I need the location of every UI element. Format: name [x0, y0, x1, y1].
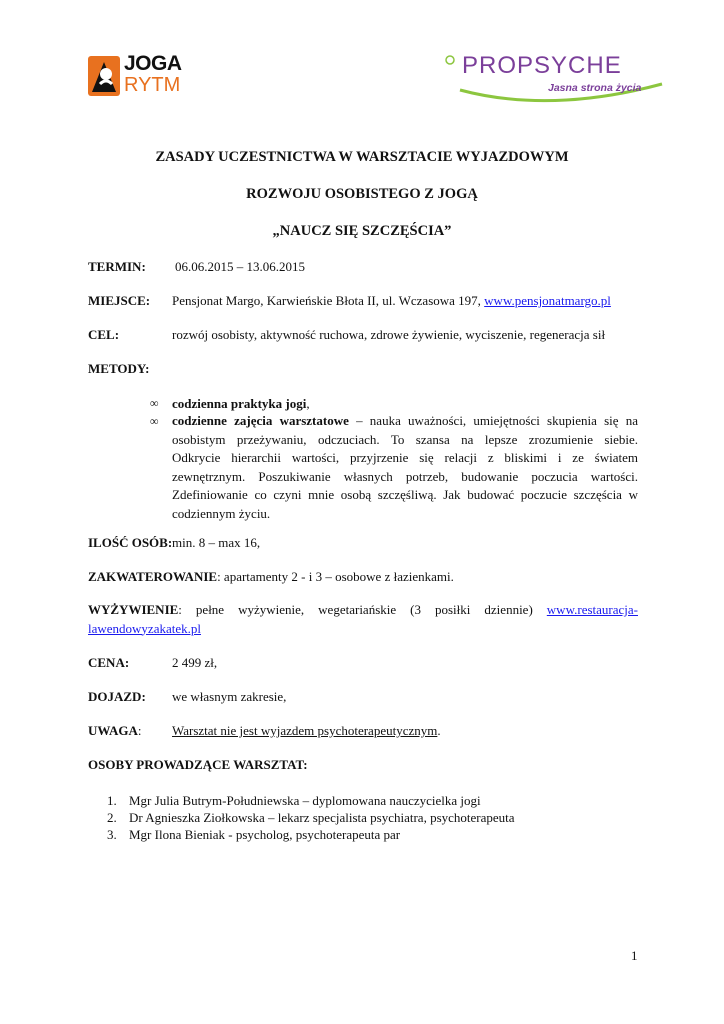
title-line1: ZASADY UCZESTNICTWA W WARSZTACIE WYJAZDOWYM — [155, 149, 569, 165]
prowadzacy-num-2: 2. — [107, 810, 117, 825]
metody-item-1-bold: codzienna praktyka jogi — [172, 396, 307, 411]
bullet-1-icon: ∞ — [150, 396, 159, 410]
metody-item-2-bold: codzienne zajęcia warsztatowe — [172, 413, 349, 428]
metody-item-2-line-1: osobistym przeżywaniu, odczuciach. To szansa na lepsze zrozumienie siebie. — [172, 431, 638, 447]
uwaga-row — [172, 723, 441, 739]
cel-label: CEL: — [88, 327, 120, 342]
uwaga-end: . — [437, 723, 441, 738]
uwaga-value: Warsztat nie jest wyjazdem psychoterapeutycznym — [172, 723, 438, 738]
dojazd-label: DOJAZD: — [88, 689, 146, 704]
metody-item-1-rest: , — [306, 396, 310, 411]
prowadzacy-item-1: Mgr Julia Butrym-Południewska – dyplomowana nauczycielka jogi — [129, 793, 481, 808]
miejsce-link[interactable]: www.pensjonatmargo.pl — [484, 293, 611, 308]
prowadzacy-item-2: Dr Agnieszka Ziołkowska – lekarz specjalista psychiatra, psychoterapeuta — [129, 810, 515, 825]
title-line3: „NAUCZ SIĘ SZCZĘŚCIA” — [272, 223, 452, 239]
dojazd-value: we własnym zakresie, — [172, 689, 287, 704]
metody-item-2-line-2: Odkrycie hierarchii wartości, przyjrzenie się relacji z bliskimi i ze światem — [172, 450, 638, 465]
logo-line2: RYTM — [124, 74, 181, 96]
miejsce-value: Pensjonat Margo, Karwieńskie Błota II, ul. Wczasowa 197, — [172, 293, 485, 308]
metody-item-2-line-0: codzienne zajęcia warsztatowe – nauka uważności, umiejętności skupienia się na — [172, 413, 639, 428]
title-line2: ROZWOJU OSOBISTEGO Z JOGĄ — [246, 186, 478, 202]
metody-label: METODY: — [88, 361, 150, 376]
termin-value: 06.06.2015 – 13.06.2015 — [175, 259, 305, 274]
zakwaterowanie-value: : apartamenty 2 - i 3 – osobowe z łazienkami. — [217, 569, 454, 584]
propsyche-name: PROPSYCHE — [462, 52, 622, 79]
termin-label: TERMIN: — [88, 259, 146, 274]
ilosc-osob-label: ILOŚĆ OSÓB: — [88, 535, 173, 550]
zakwaterowanie-label: ZAKWATEROWANIE — [88, 569, 218, 584]
propsyche-tagline: Jasna strona życia — [548, 82, 642, 94]
prowadzacy-heading: OSOBY PROWADZĄCE WARSZTAT: — [88, 757, 308, 772]
prowadzacy-num-3: 3. — [107, 827, 117, 842]
joga-rytm-logo — [88, 50, 198, 102]
metody-item-2-line-5: codziennym życiu. — [172, 505, 271, 521]
metody-item-2-line-4: Zdefiniowanie co czyni mnie osobą szczęśliwą. Jak budować poczucie szczęścia w — [172, 487, 638, 502]
bullet-2-icon: ∞ — [150, 414, 159, 428]
page-number: 1 — [631, 948, 638, 963]
wyzywienie-label: WYŻYWIENIE — [88, 602, 179, 617]
ilosc-osob-value: min. 8 – max 16, — [172, 535, 261, 550]
propsyche-logo — [440, 50, 666, 108]
miejsce-row — [172, 293, 611, 309]
cena-value: 2 499 zł, — [172, 655, 218, 670]
cel-value: rozwój osobisty, aktywność ruchowa, zdrowe żywienie, wyciszenie, regeneracja sił — [172, 327, 606, 342]
uwaga-label: UWAGA — [88, 723, 138, 738]
prowadzacy-num-1: 1. — [107, 793, 117, 808]
cena-label: CENA: — [88, 655, 130, 670]
wyzywienie-row — [88, 601, 638, 638]
metody-item-1 — [172, 396, 310, 412]
prowadzacy-item-3: Mgr Ilona Bieniak - psycholog, psychoterapeuta par — [129, 827, 401, 842]
zakwaterowanie-row — [88, 569, 454, 585]
metody-item-2 — [172, 412, 638, 523]
metody-item-2-line-3: zewnętrznym. Poszukiwanie własnych potrzeb, budowanie poczucia wartości. — [172, 468, 638, 484]
wyzywienie-line-1 — [88, 620, 638, 639]
wyzywienie-link-part1[interactable]: www.restauracja- — [546, 602, 638, 617]
wyzywienie-value: : pełne wyżywienie, wegetariańskie (3 posiłki dziennie) — [178, 602, 547, 617]
wyzywienie-link-part2[interactable]: lawendowyzakatek.pl — [88, 620, 201, 636]
uwaga-label-row — [88, 723, 141, 739]
uwaga-colon: : — [137, 723, 142, 738]
wyzywienie-line-0 — [88, 601, 638, 620]
logo-line1: JOGA — [124, 52, 182, 75]
miejsce-label: MIEJSCE: — [88, 293, 151, 308]
